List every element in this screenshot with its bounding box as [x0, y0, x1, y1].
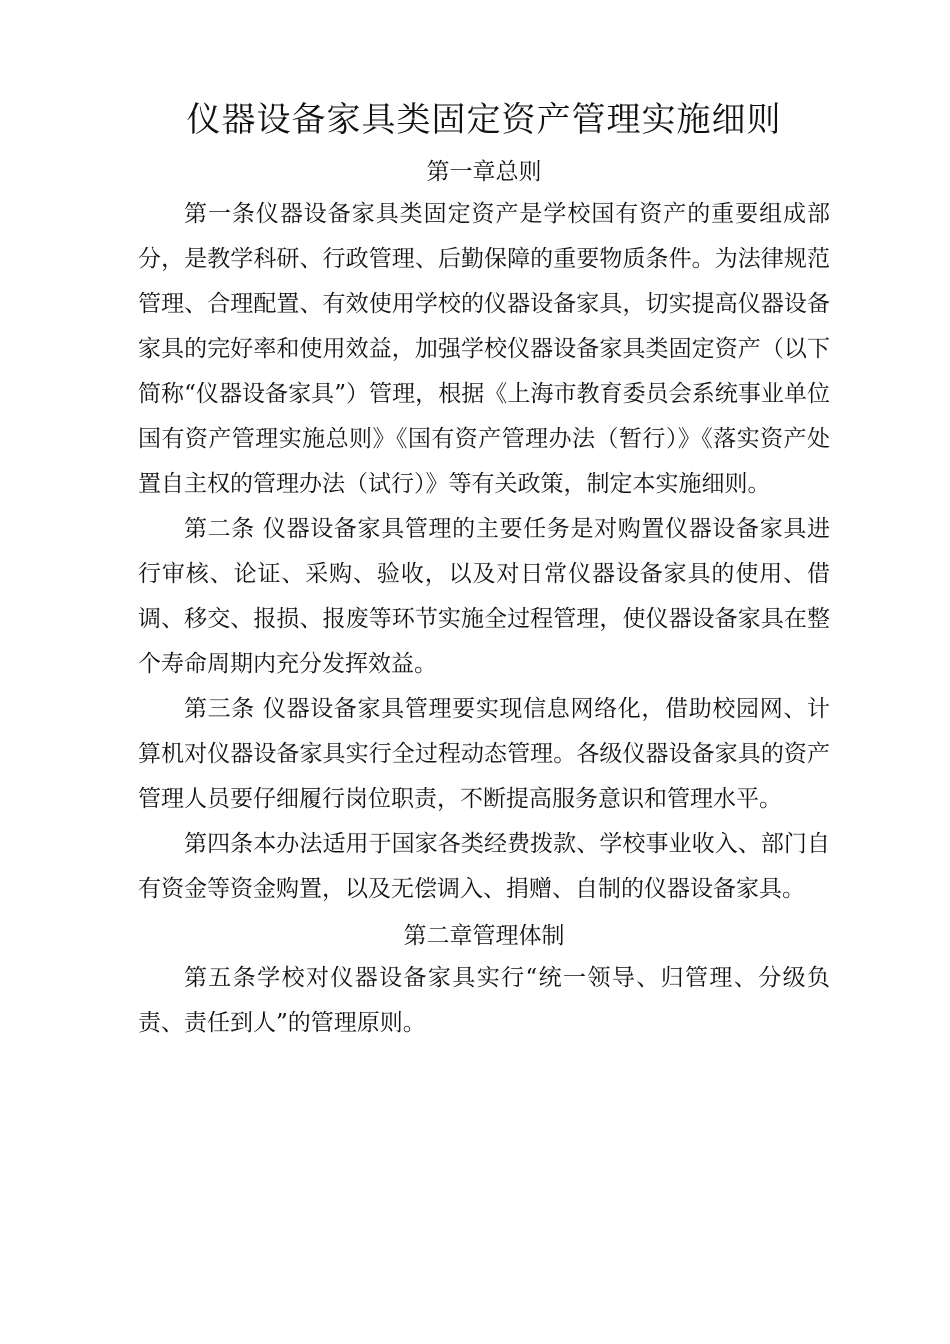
article-4: 第四条本办法适用于国家各类经费拨款、学校事业收入、部门自有资金等资金购置，以及无偿调入、捐赠、自制的仪器设备家具。 [138, 831, 830, 902]
article-5: 第五条学校对仪器设备家具实行“统一领导、归管理、分级负责、责任到人”的管理原则。 [138, 965, 830, 1036]
document-title: 仪器设备家具类固定资产管理实施细则 [186, 100, 782, 140]
chapter-2-heading: 第二章管理体制 [403, 923, 565, 949]
article-3: 第三条 仪器设备家具管理要实现信息网络化，借助校园网、计算机对仪器设备家具实行全过程动态管理。各级仪器设备家具的资产管理人员要仔细履行岗位职责，不断提高服务意识和管理水平。 [138, 696, 830, 812]
document-page [138, 92, 830, 1046]
chapter-1-heading: 第一章总则 [426, 159, 542, 185]
article-1: 第一条仪器设备家具类固定资产是学校国有资产的重要组成部分，是教学科研、行政管理、后勤保障的重要物质条件。为法律规范管理、合理配置、有效使用学校的仪器设备家具，切实提高仪器设备家具的完好率和使用效益，加强学校仪器设备家具类固定资产（以下简称“仪器设备家具”）管理，根据《上海市教育委员会系统事业单位国有资产管理实施总则》《国有资产管理办法（暂行）》《落实资产处置自主权的管理办法（试行）》等有关政策，制定本实施细则。 [138, 201, 830, 497]
article-2: 第二条 仪器设备家具管理的主要任务是对购置仪器设备家具进行审核、论证、采购、验收，以及对日常仪器设备家具的使用、借调、移交、报损、报废等环节实施全过程管理，使仪器设备家具在整个寿命周期内充分发挥效益。 [138, 516, 830, 677]
